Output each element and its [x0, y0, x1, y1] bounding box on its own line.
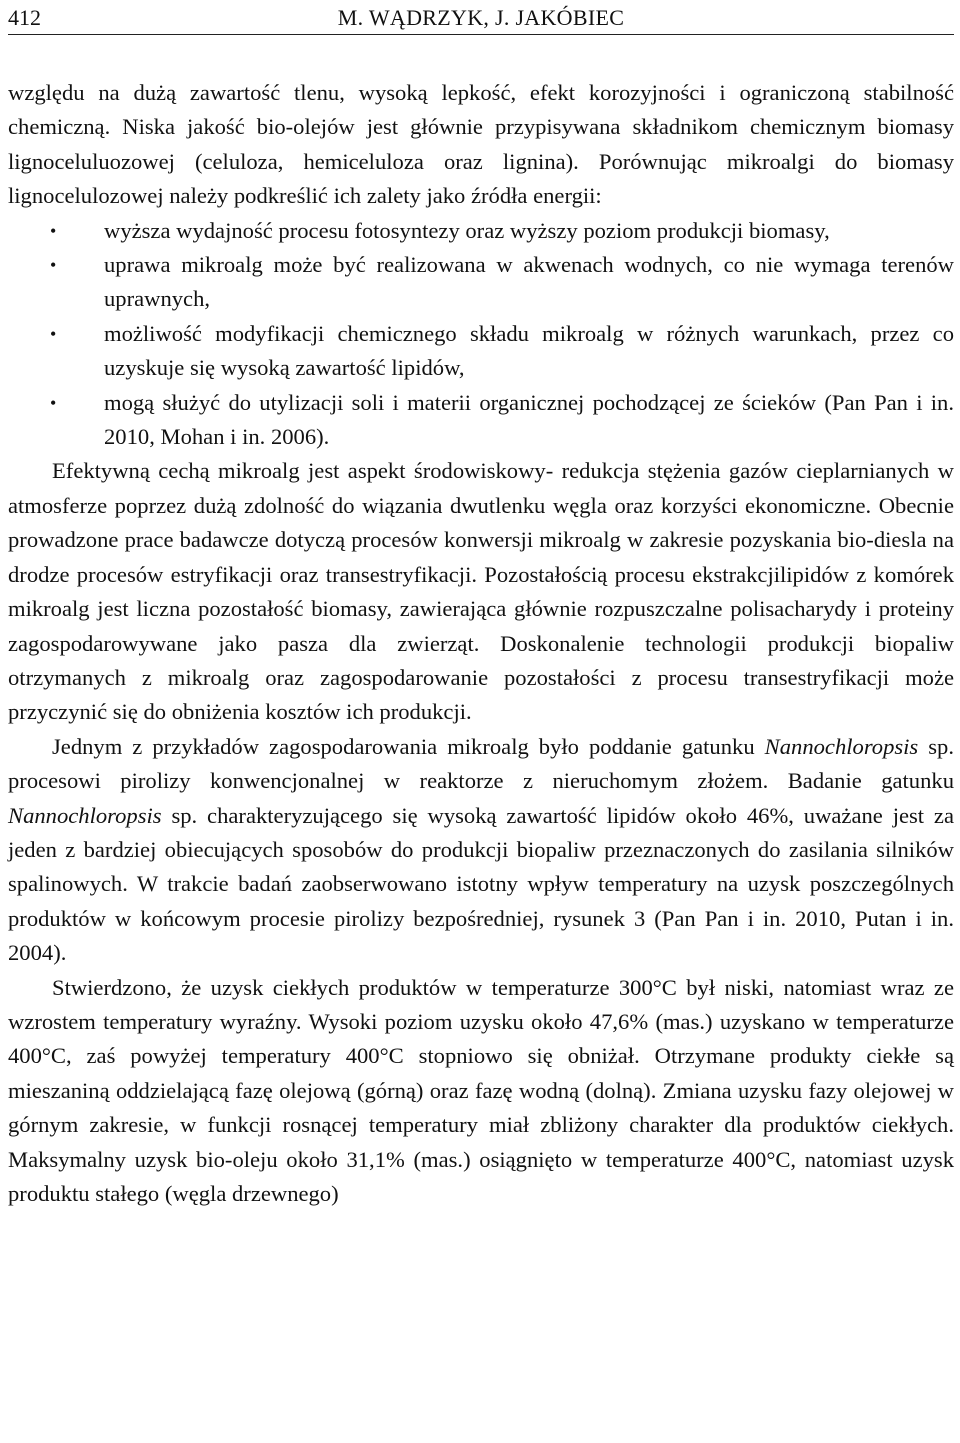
- list-item-text: mogą służyć do utylizacji soli i materii organicznej pochodzącej ze ścieków (Pan Pan i in. 2010, Mohan i in. 2006).: [104, 389, 954, 450]
- paragraph-3-text-a: Jednym z przykładów zagospodarowania mikroalg było poddanie gatunku: [52, 733, 765, 759]
- list-item-text: uprawa mikroalg może być realizowana w akwenach wodnych, co nie wymaga terenów uprawnych,: [104, 252, 954, 312]
- list-item: [8, 317, 954, 386]
- list-item: [8, 248, 954, 317]
- running-head: M. WĄDRZYK, J. JAKÓBIEC: [337, 5, 625, 30]
- paragraph-2: Efektywną cechą mikroalg jest aspekt środowiskowy- redukcja stężenia gazów cieplarnianych w atmosferze poprzez dużą zdolność do wiązania dwutlenku węgla oraz korzyści ekonomiczne. Obecnie prowadzone prace badawcze dotyczą procesów konwersji mikroalg w zakresie pozyskania bio-diesla na drodze procesów estryfikacji oraz transestryfikacji. Pozostałością procesu ekstrakcjilipidów z komórek mikroalg jest liczna pozostałość biomasy, zawierająca głównie rozpuszczalne polisacharydy i proteiny zagospodarowywane jako pasza dla zwierząt. Doskonalenie technologii produkcji biopaliw otrzymanych z mikroalg oraz zagospodarowanie pozostałości z procesu transestryfikacji może przyczynić się do obniżenia kosztów ich produkcji.: [8, 458, 954, 725]
- list-item: [8, 214, 954, 248]
- paragraph-3: [8, 730, 954, 971]
- bullet-icon: •: [50, 392, 57, 413]
- page-number: 412: [8, 5, 41, 30]
- page-body: [8, 76, 954, 1211]
- bullet-icon: •: [50, 323, 57, 344]
- paragraph-3-text-b: sp. procesowi pirolizy konwencjonalnej w reaktorze z nieruchomym złożem. Badanie gatunku: [8, 733, 954, 794]
- bullet-icon: •: [50, 220, 57, 241]
- page-header: [8, 2, 954, 35]
- list-item-text: możliwość modyfikacji chemicznego składu mikroalg w różnych warunkach, przez co uzyskuje się wysoką zawartość lipidów,: [104, 320, 954, 381]
- paragraph-3-text-c: sp. charakteryzującego się wysoką zawartość lipidów około 46%, uważane jest za jeden z bardziej obiecujących sposobów do produkcji biopaliw przeznaczonych do zasilania silników spalinowych. W trakcie badań zaobserwowano istotny wpływ temperatury na uzysk poszczególnych produktów w końcowym procesie pirolizy bezpośredniej, rysunek 3 (Pan Pan i in. 2010, Putan i in. 2004).: [8, 802, 954, 966]
- list-item-text: wyższa wydajność procesu fotosyntezy oraz wyższy poziom produkcji biomasy,: [104, 217, 830, 243]
- paragraph-1: względu na dużą zawartość tlenu, wysoką lepkość, efekt korozyjności i ograniczoną stabilność chemiczną. Niska jakość bio-olejów jest głównie przypisywana składnikom chemicznym biomasy lignoceluluozowej (celuloza, hemiceluloza oraz lignina). Porównując mikroalgi do biomasy lignocelulozowej należy podkreślić ich zalety jako źródła energii:: [8, 80, 954, 209]
- list-item: [8, 386, 954, 455]
- advantages-list: [8, 214, 954, 455]
- bullet-icon: •: [50, 255, 57, 276]
- paragraph-4: Stwierdzono, że uzysk ciekłych produktów w temperaturze 300°C był niski, natomiast wraz ze wzrostem temperatury wyraźny. Wysoki poziom uzysku około 47,6% (mas.) uzyskano w temperaturze 400°C, zaś powyżej temperatury 400°C stopniowo się obniżał. Otrzymane produkty ciekłe są mieszaniną oddzielającą fazę olejową (górną) oraz fazę wodną (dolną). Zmiana uzysku fazy olejowej w górnym zakresie, w funkcji rosnącej temperatury miał zbliżony charakter dla produktów ciekłych. Maksymalny uzysk bio-oleju około 31,1% (mas.) osiągnięto w temperaturze 400°C, natomiast uzysk produktu stałego (węgla drzewnego): [8, 974, 954, 1206]
- species-name: Nannochloropsis: [8, 802, 162, 828]
- species-name: Nannochloropsis: [764, 733, 919, 759]
